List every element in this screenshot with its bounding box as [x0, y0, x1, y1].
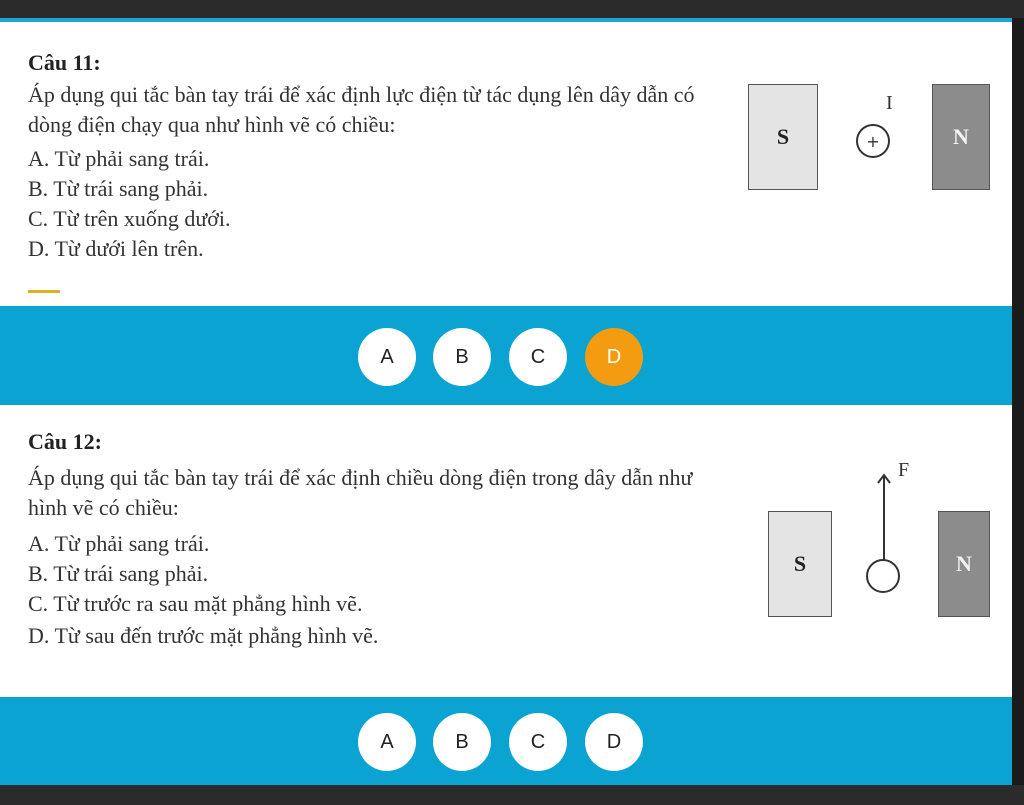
q12-option-b: B. Từ trái sang phải.	[28, 561, 209, 586]
question-11-answer-bar	[0, 306, 1012, 405]
q12-answer-c-button[interactable]: C	[509, 713, 567, 771]
q12-answer-d-button[interactable]: D	[585, 713, 643, 771]
q11-answer-a-button[interactable]: A	[358, 328, 416, 386]
question-12-answer-bar	[0, 697, 1012, 785]
q11-answer-b-button[interactable]: B	[433, 328, 491, 386]
q12-wire-icon	[866, 559, 900, 593]
question-11-title: Câu 11:	[28, 50, 101, 75]
q11-answer-c-button[interactable]: C	[509, 328, 567, 386]
right-edge	[1012, 18, 1024, 785]
bottom-bar	[0, 785, 1024, 805]
q11-wire-current-icon: +	[856, 124, 890, 158]
q12-option-d: D. Từ sau đến trước mặt phẳng hình vẽ.	[28, 623, 379, 648]
question-11-card	[0, 18, 1012, 310]
q12-magnet-north: N	[938, 511, 990, 617]
top-bar	[0, 0, 1024, 18]
q12-option-a: A. Từ phải sang trái.	[28, 531, 210, 556]
q11-magnet-north: N	[932, 84, 990, 190]
q11-option-c: C. Từ trên xuống dưới.	[28, 206, 231, 231]
q12-force-arrow-icon	[872, 471, 896, 563]
q11-option-b: B. Từ trái sang phải.	[28, 176, 209, 201]
q11-option-d: D. Từ dưới lên trên.	[28, 236, 204, 261]
q12-force-label: F	[898, 459, 910, 481]
q12-answer-a-button[interactable]: A	[358, 713, 416, 771]
q11-current-label: I	[886, 92, 893, 114]
q11-answer-underline	[28, 290, 60, 293]
q12-option-c: C. Từ trước ra sau mặt phẳng hình vẽ.	[28, 591, 363, 616]
question-11-text: Áp dụng qui tắc bàn tay trái để xác định lực điện từ tác dụng lên dây dẫn có dòng điện chạy qua như hình vẽ có chiều:	[28, 82, 695, 137]
q11-magnet-south: S	[748, 84, 818, 190]
q11-option-a: A. Từ phải sang trái.	[28, 146, 210, 171]
question-12-card	[0, 405, 1012, 697]
question-12-text: Áp dụng qui tắc bàn tay trái để xác định chiều dòng điện trong dây dẫn như hình vẽ có chiều:	[28, 465, 693, 520]
question-12-title: Câu 12:	[28, 429, 102, 454]
q12-magnet-south: S	[768, 511, 832, 617]
q11-answer-d-button[interactable]: D	[585, 328, 643, 386]
q12-answer-b-button[interactable]: B	[433, 713, 491, 771]
